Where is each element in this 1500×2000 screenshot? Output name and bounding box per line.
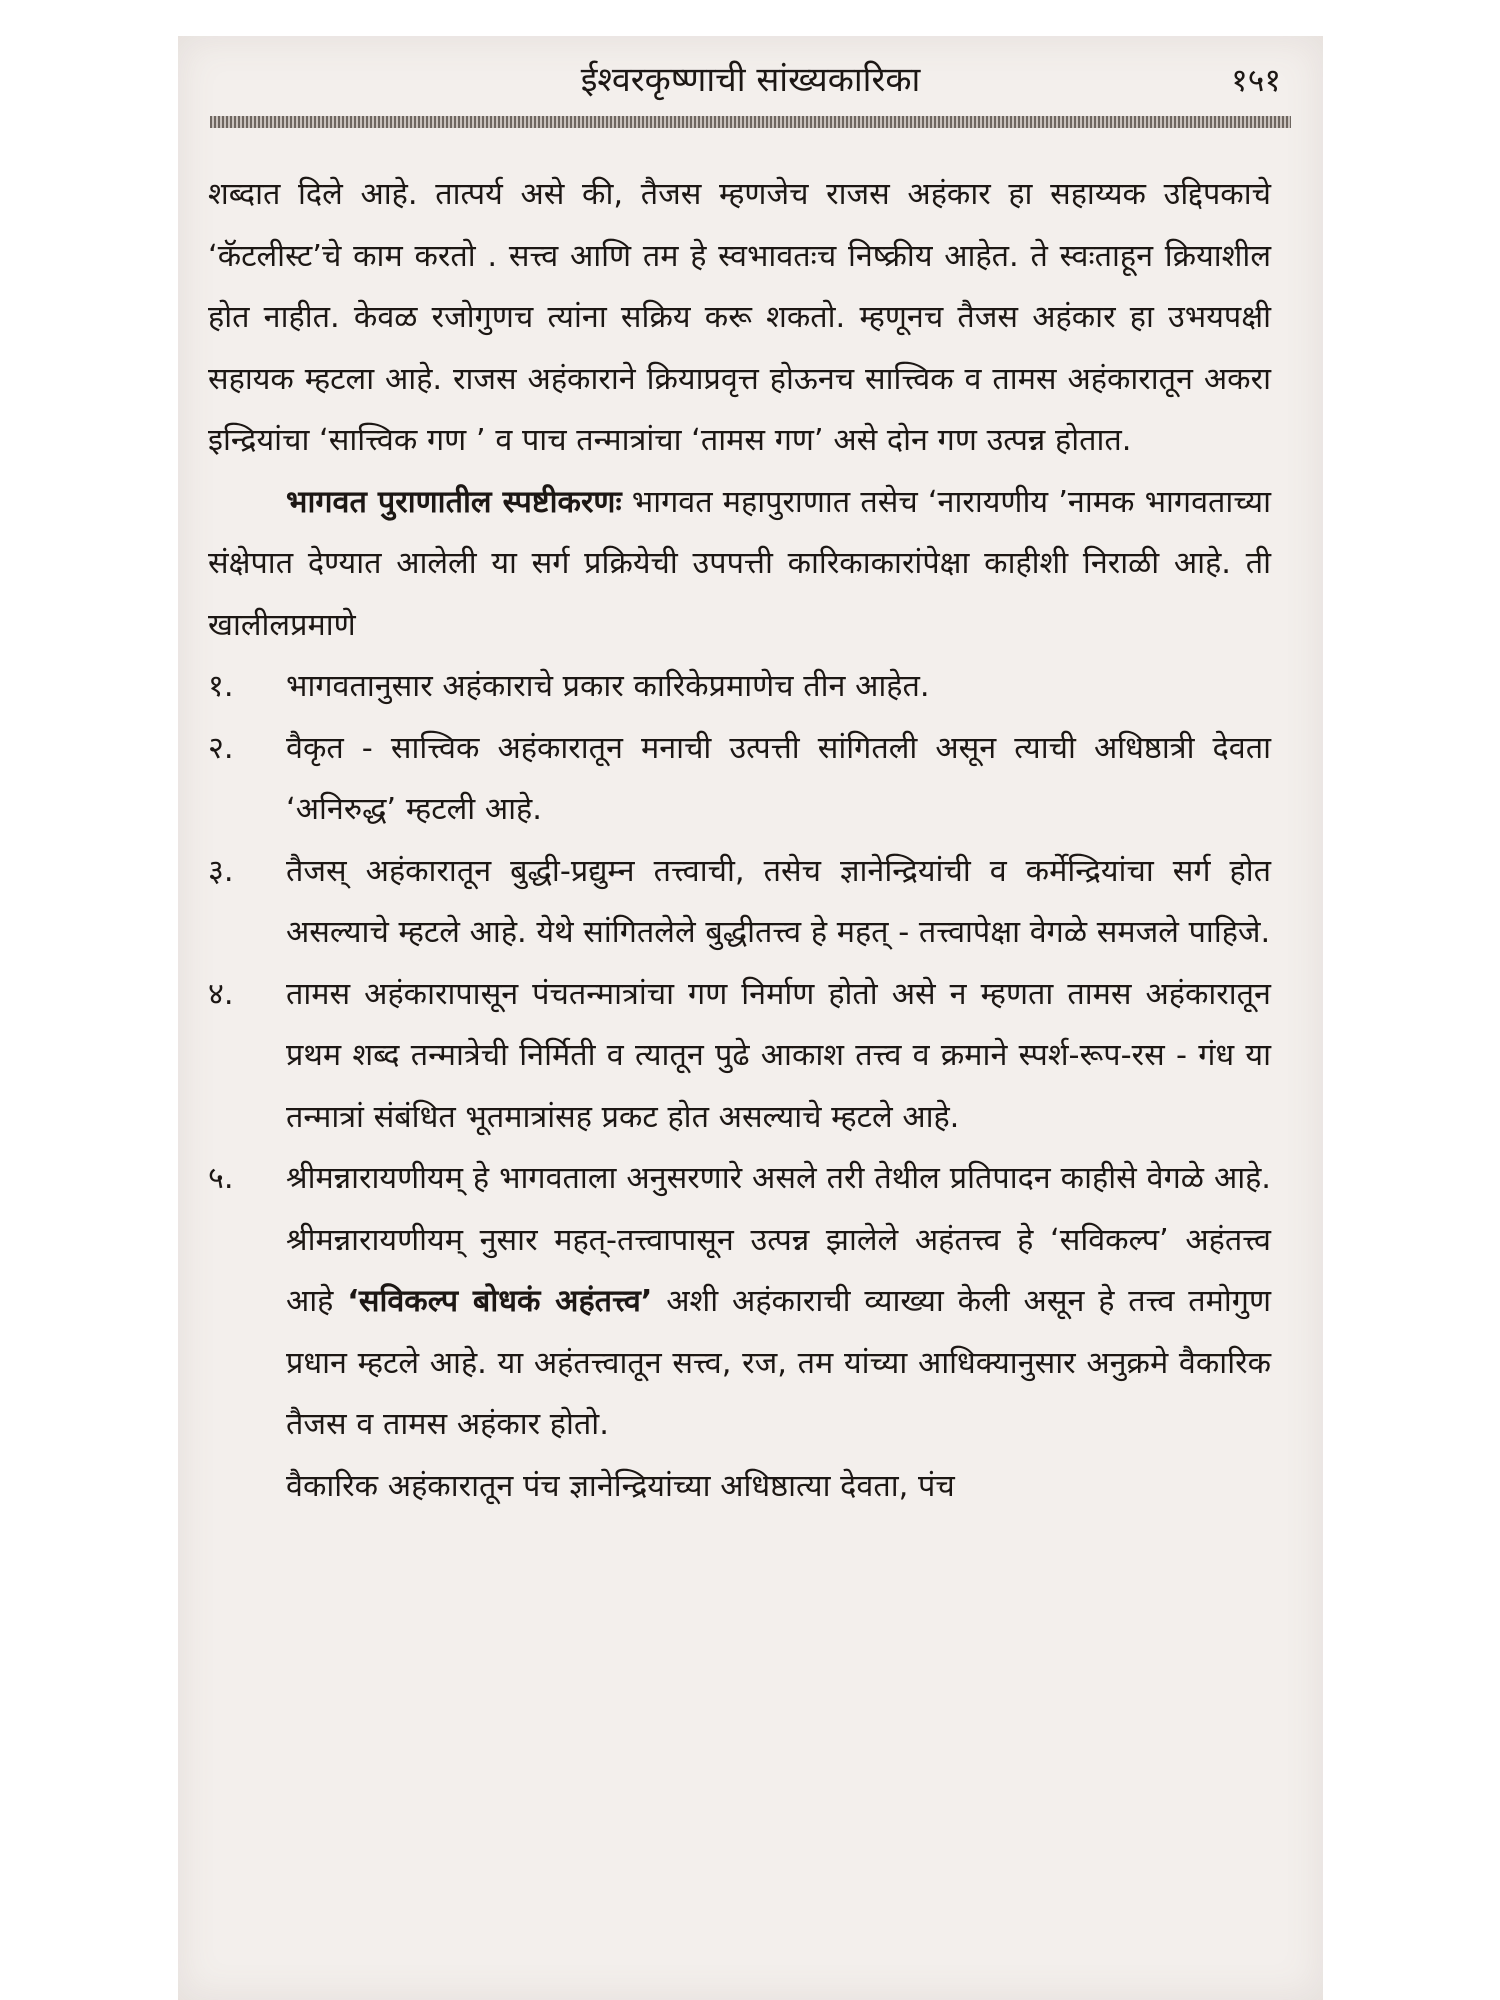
list-text: भागवतानुसार अहंकाराचे प्रकार कारिकेप्रमाणेच तीन आहेत. <box>286 669 930 704</box>
list-text: वैकृत - सात्त्विक अहंकारातून मनाची उत्पत्ती सांगितली असून त्याची अधिष्ठात्री देवता ‘अनिरुद्ध’ म्हटली आहे. <box>286 730 1271 827</box>
list-item <box>208 656 1271 718</box>
list-text-after: अशी अहंकाराची व्याख्या केली असून हे तत्त्व तमोगुण प्रधान म्हटले आहे. या अहंतत्त्वातून सत्त्व, रज, तम यांच्या आधिक्यानुसार अनुक्रमे वैकारिक तैजस व तामस अहंकार होतो. <box>286 1284 1272 1442</box>
header-rule <box>210 116 1291 128</box>
list-number: १. <box>208 669 234 704</box>
list-number: ५. <box>208 1161 234 1196</box>
list-item <box>208 964 1271 1149</box>
page-body <box>208 164 1271 1517</box>
closing-paragraph: वैकारिक अहंकारातून पंच ज्ञानेन्द्रियांच्या अधिष्ठात्या देवता, पंच <box>286 1468 955 1504</box>
list-item <box>208 841 1271 964</box>
list-text <box>286 1148 1271 1456</box>
running-header <box>208 50 1293 110</box>
list-item <box>208 718 1271 841</box>
list-text: तामस अहंकारापासून पंचतन्मात्रांचा गण निर्माण होतो असे न म्हणता तामस अहंकारातून प्रथम शब्द तन्मात्रेची निर्मिती व त्यातून पुढे आकाश तत्त्व व क्रमाने स्पर्श-रूप-रस - गंध या तन्मात्रां संबंधित भूतमात्रांसह प्रकट होत असल्याचे म्हटले आहे. <box>286 976 1271 1135</box>
intro-paragraph: शब्दात दिले आहे. तात्पर्य असे की, तैजस म्हणजेच राजस अहंकार हा सहाय्यक उद्दिपकाचे ‘कॅटलीस्ट’चे काम करतो . सत्त्व आणि तम हे स्वभावतःच निष्क्रीय आहेत. ते स्वःताहून क्रियाशील होत नाहीत. केवळ रजोगुणच त्यांना सक्रिय करू शकतो. म्हणूनच तैजस अहंकार हा उभयपक्षी सहायक म्हटला आहे. राजस अहंकाराने क्रियाप्रवृत्त होऊनच सात्त्विक व तामस अहंकारातून अकरा इन्द्रियांचा ‘सात्त्विक गण ’ व पाच तन्मात्रांचा ‘तामस गण’ असे दोन गण उत्पन्न होतात. <box>208 177 1271 458</box>
list-text: तैजस् अहंकारातून बुद्धी-प्रद्युम्न तत्त्वाची, तसेच ज्ञानेन्द्रियांची व कर्मेन्द्रियांचा सर्ग होत असल्याचे म्हटले आहे. येथे सांगितलेले बुद्धीतत्त्व हे महत् - तत्त्वापेक्षा वेगळे समजले पाहिजे. <box>286 853 1271 950</box>
list-text-before: श्रीमन्नारायणीयम् हे भागवताला अनुसरणारे असले तरी तेथील प्रतिपादन काहीसे वेगळे आहे. श्रीमन्नारायणीयम् नुसार महत्-तत्त्वापासून उत्पन्न झालेले अहंतत्त्व हे ‘सविकल्प’ अहंतत्त्व आहे <box>286 1161 1271 1319</box>
book-page <box>178 36 1323 2000</box>
section-text: भागवत महापुराणात तसेच ‘नारायणीय ’नामक भागवताच्या संक्षेपात देण्यात आलेली या सर्ग प्रक्रियेची उपपत्ती कारिकाकारांपेक्षा काहीशी निराळी आहे. ती खालीलप्रमाणे <box>208 484 1271 643</box>
list-text-bold: ‘सविकल्प बोधकं अहंतत्त्व’ <box>347 1284 653 1319</box>
header-title: ईश्वरकृष्णाची सांख्यकारिका <box>580 60 921 100</box>
list-number: ४. <box>208 976 234 1012</box>
list-item <box>208 1148 1271 1456</box>
list-number: ३. <box>208 853 234 889</box>
page-number: १५१ <box>1231 61 1281 99</box>
section-paragraph <box>208 472 1271 657</box>
section-heading: भागवत पुराणातील स्पष्टीकरणः <box>286 484 622 520</box>
list-number: २. <box>208 730 234 766</box>
